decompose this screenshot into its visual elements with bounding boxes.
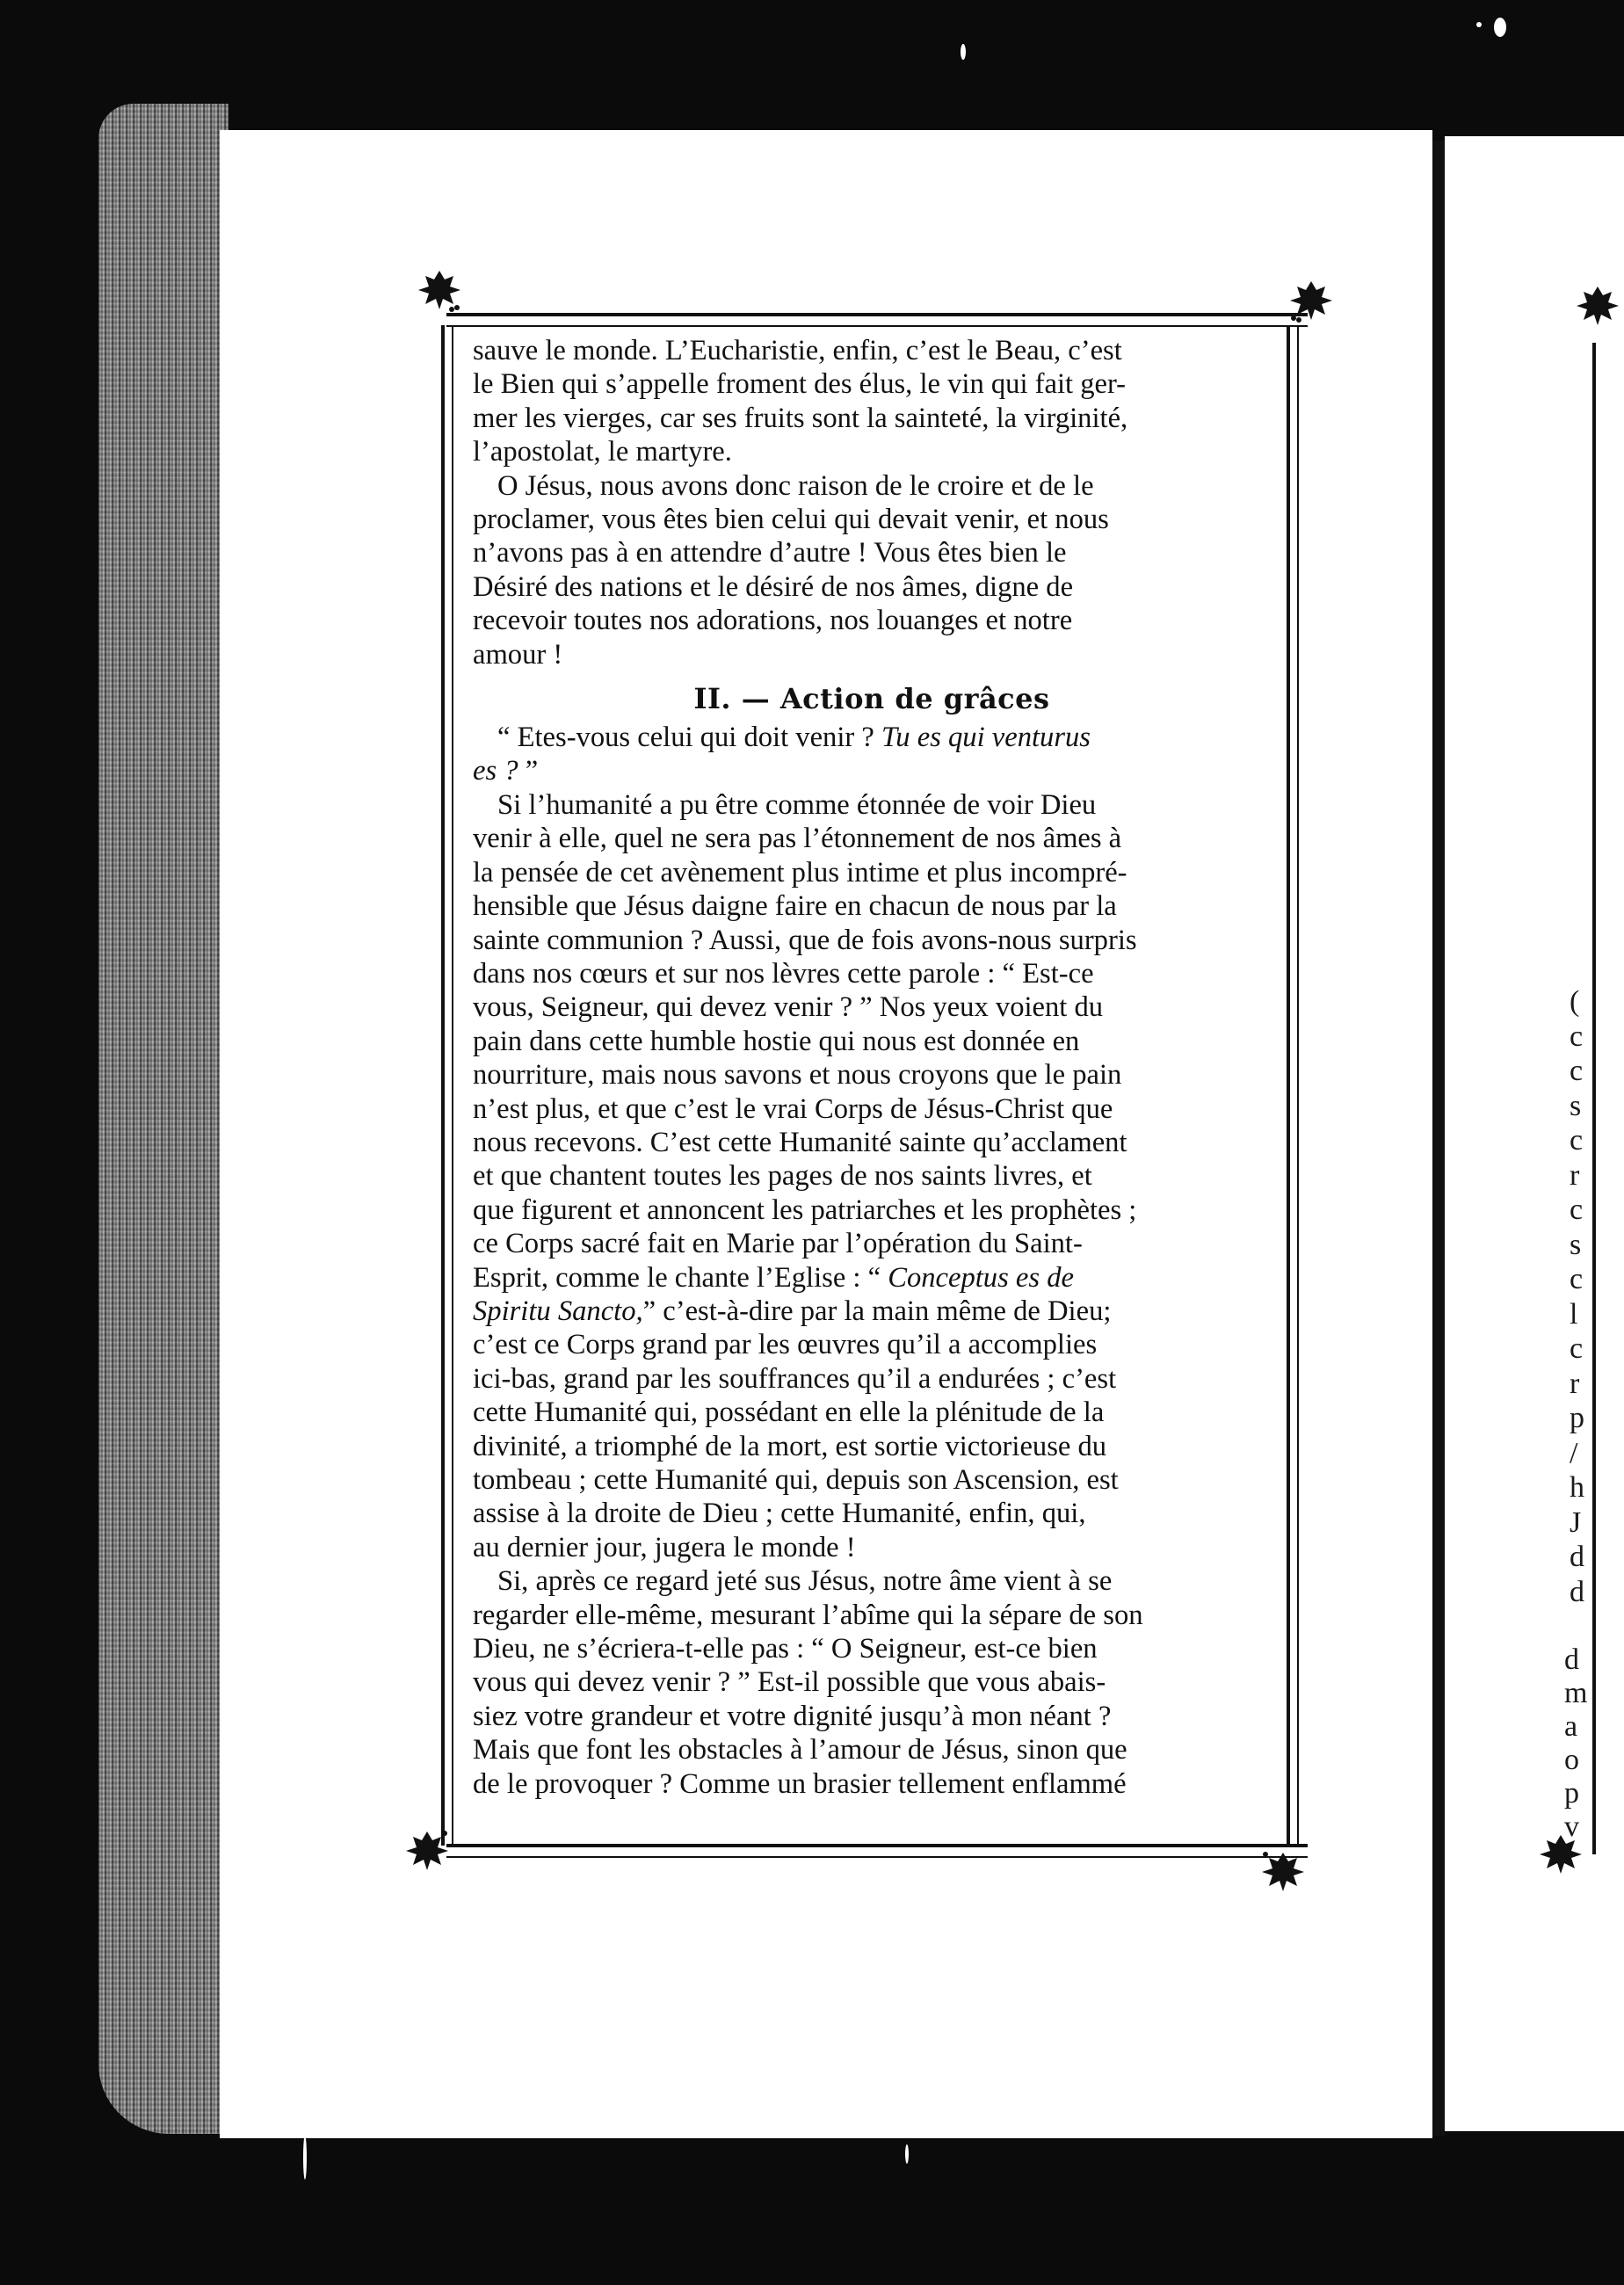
text-line: le Bien qui s’appelle froment des élus, le vin qui fait ger-	[473, 368, 1126, 401]
vine-leaf-ornament-icon	[1257, 1846, 1309, 1898]
scan-artifact	[1494, 18, 1506, 37]
latin-quote: es ?	[473, 755, 518, 787]
text-line: amour !	[473, 638, 563, 671]
text-fragment: p	[1570, 1402, 1584, 1434]
text-line: nous recevons. C’est cette Humanité sainte qu’acclament	[473, 1126, 1127, 1158]
text-line: de le provoquer ? Comme un brasier tellement enflammé	[473, 1767, 1127, 1800]
text-line: n’est plus, et que c’est le vrai Corps de Jésus-Christ que	[473, 1092, 1113, 1125]
paragraph	[473, 469, 1271, 671]
text-fragment: /	[1570, 1436, 1578, 1469]
text-fragment: r	[1570, 1367, 1580, 1400]
text-line: siez votre grandeur et votre dignité jusqu’à mon néant ?	[473, 1700, 1112, 1732]
quote-text: “ Etes-vous celui qui doit venir ?	[497, 722, 881, 754]
text-line: venir à elle, quel ne sera pas l’étonnement de nos âmes à	[473, 823, 1122, 855]
frame-left-rule	[441, 325, 453, 1846]
frame-bottom-rule	[446, 1844, 1308, 1858]
text-fragment: d	[1570, 1541, 1584, 1573]
paragraph	[473, 788, 1271, 1564]
text-fragment: c	[1570, 1124, 1584, 1157]
text-line: hensible que Jésus daigne faire en chacun de nous par la	[473, 890, 1117, 923]
text-line: tombeau ; cette Humanité qui, depuis son Ascension, est	[473, 1464, 1119, 1496]
text-fragment: m	[1564, 1677, 1588, 1709]
text-line: regarder elle-même, mesurant l’abîme qui la sépare de son	[473, 1599, 1143, 1631]
text-line: Dieu, ne s’écriera-t-elle pas : “ O Seigneur, est-ce bien	[473, 1633, 1098, 1665]
quote-close: ”	[518, 755, 539, 787]
text-line: vous qui devez venir ? ” Est-il possible que vous abais-	[473, 1666, 1106, 1699]
book-page-edges	[98, 104, 228, 2134]
vine-leaf-ornament-icon	[1285, 274, 1338, 327]
text-fragment: (	[1570, 985, 1580, 1018]
right-page-text-fragments-lower	[1564, 1643, 1608, 1844]
paragraph	[473, 1564, 1271, 1801]
text-line: et que chantent toutes les pages de nos saints livres, et	[473, 1160, 1092, 1193]
text-line: ce Corps sacré fait en Marie par l’opération du Saint-	[473, 1228, 1083, 1260]
text-line: nourriture, mais nous savons et nous croyons que le pain	[473, 1059, 1122, 1092]
scan-artifact	[905, 2144, 909, 2164]
text-line: Mais que font les obstacles à l’amour de Jésus, sinon que	[473, 1734, 1127, 1766]
text-fragment: v	[1564, 1810, 1579, 1843]
text-line: sainte communion ? Aussi, que de fois avons-nous surpris	[473, 924, 1137, 956]
frame-top-rule	[446, 313, 1308, 327]
vine-leaf-ornament-icon	[401, 1824, 453, 1877]
text-line: sauve le monde. L’Eucharistie, enfin, c’est le Beau, c’est	[473, 335, 1122, 366]
text-fragment: p	[1564, 1777, 1579, 1810]
latin-quote: Spiritu Sancto,	[473, 1295, 643, 1327]
text-line: au dernier jour, jugera le monde !	[473, 1531, 856, 1563]
text-line: dans nos cœurs et sur nos lèvres cette parole : “ Est-ce	[473, 957, 1094, 990]
text-fragment: c	[1570, 1019, 1584, 1053]
text-line: pain dans cette humble hostie qui nous est donnée en	[473, 1025, 1080, 1057]
text-fragment: a	[1564, 1710, 1578, 1743]
paragraph	[473, 334, 1271, 469]
text-line: vous, Seigneur, qui devez venir ? ” Nos yeux voient du	[473, 991, 1104, 1024]
text-line: ” c’est-à-dire par la main même de Dieu;	[642, 1295, 1112, 1327]
vine-leaf-ornament-icon	[1571, 279, 1624, 332]
text-line: ici-bas, grand par les souffrances qu’il a endurées ; c’est	[473, 1362, 1117, 1395]
latin-quote: Conceptus es de	[888, 1261, 1074, 1294]
frame-right-rule	[1287, 325, 1299, 1846]
text-line: cette Humanité qui, possédant en elle la plénitude de la	[473, 1396, 1105, 1429]
right-page-text-fragments	[1570, 984, 1605, 1609]
text-fragment: d	[1564, 1643, 1579, 1676]
text-fragment: l	[1570, 1297, 1578, 1331]
text-line: l’apostolat, le martyre.	[473, 436, 732, 468]
text-fragment: c	[1570, 1193, 1584, 1226]
text-fragment: s	[1570, 1228, 1582, 1261]
scan-artifact	[1476, 22, 1482, 27]
section-heading: II. — Action de grâces	[693, 682, 1050, 716]
text-line: que figurent et annoncent les patriarches et les prophètes ;	[473, 1193, 1137, 1226]
text-line: la pensée de cet avènement plus intime et plus incompré-	[473, 856, 1127, 889]
scan-artifact	[961, 44, 966, 60]
text-fragment: s	[1570, 1089, 1582, 1122]
text-line: c’est ce Corps grand par les œuvres qu’il a accomplies	[473, 1329, 1098, 1361]
latin-quote: Tu es qui venturus	[881, 722, 1091, 754]
text-line: Si l’humanité a pu être comme étonnée de voir Dieu	[497, 788, 1097, 821]
text-line: O Jésus, nous avons donc raison de le croire et de le	[497, 469, 1094, 502]
text-line: Si, après ce regard jeté sus Jésus, notre âme vient à se	[497, 1565, 1113, 1598]
text-line: divinité, a triomphé de la mort, est sortie victorieuse du	[473, 1430, 1107, 1462]
text-line: Esprit, comme le chante l’Eglise : “	[473, 1261, 888, 1294]
text-fragment: c	[1570, 1055, 1584, 1087]
page-text-block	[473, 334, 1271, 1801]
text-fragment: d	[1570, 1575, 1584, 1608]
book-gutter	[1432, 141, 1445, 2136]
text-line: assise à la droite de Dieu ; cette Humanité, enfin, qui,	[473, 1498, 1086, 1530]
text-line: recevoir toutes nos adorations, nos louanges et notre	[473, 605, 1073, 637]
text-line: Désiré des nations et le désiré de nos âmes, digne de	[473, 570, 1074, 603]
text-fragment: o	[1564, 1744, 1579, 1776]
text-line: mer les vierges, car ses fruits sont la sainteté, la virginité,	[473, 402, 1128, 434]
text-line: proclamer, vous êtes bien celui qui devait venir, et nous	[473, 504, 1109, 536]
quote-paragraph	[473, 721, 1271, 788]
text-fragment: r	[1570, 1158, 1580, 1192]
text-fragment: J	[1570, 1505, 1582, 1539]
text-line: n’avons pas à en attendre d’autre ! Vous êtes bien le	[473, 537, 1067, 569]
scan-artifact	[303, 2136, 307, 2180]
vine-leaf-ornament-icon	[1534, 1828, 1587, 1881]
text-fragment: c	[1570, 1263, 1584, 1295]
vine-leaf-ornament-icon	[413, 264, 466, 316]
text-fragment: c	[1570, 1332, 1584, 1365]
text-fragment: h	[1570, 1471, 1584, 1504]
